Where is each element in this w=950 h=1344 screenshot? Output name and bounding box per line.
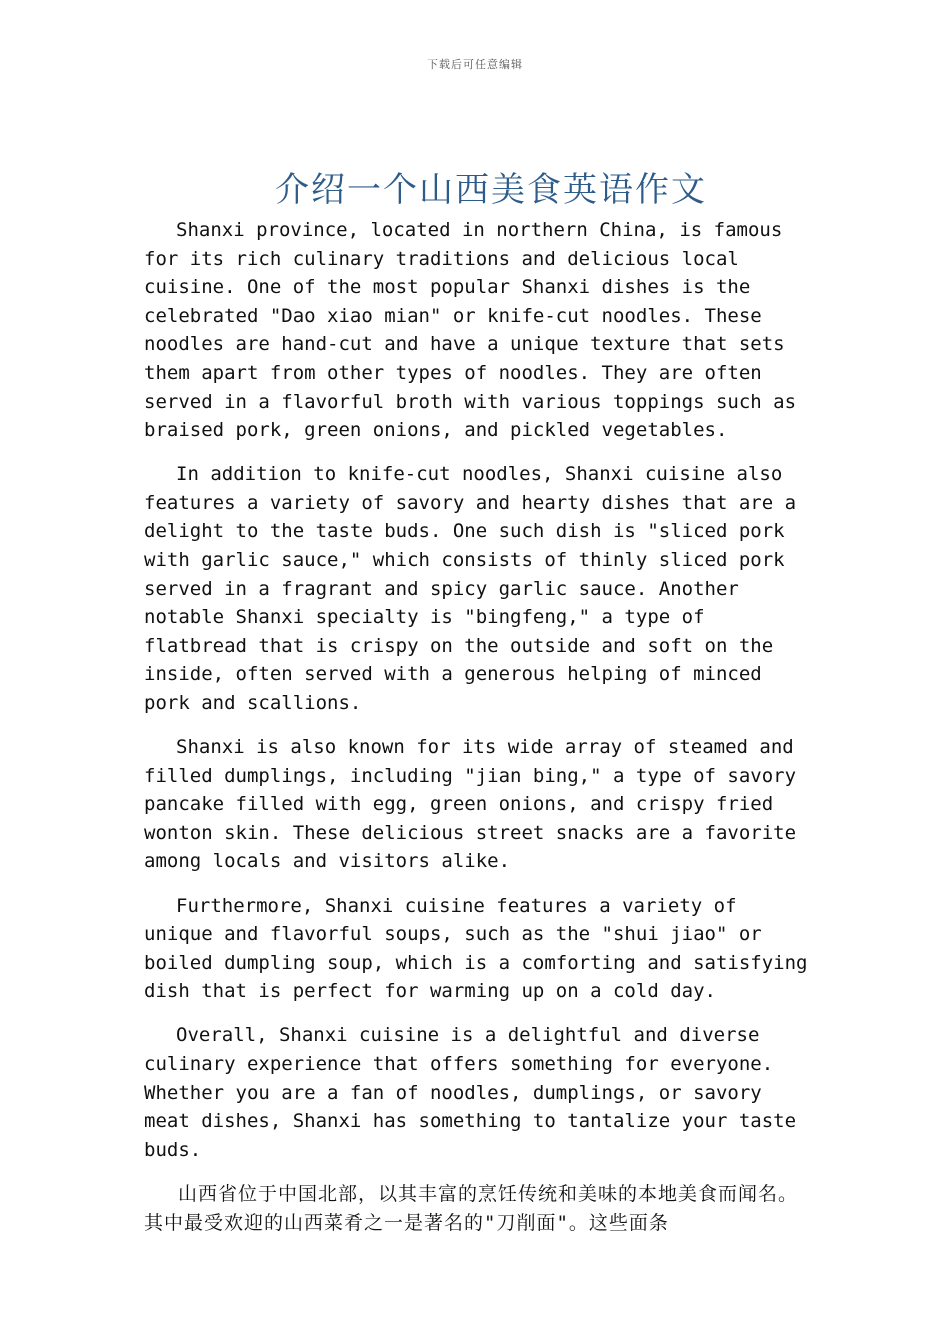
paragraph-2: In addition to knife-cut noodles, Shanxi cuisine also features a variety of savory and hearty dishes that are a delight to the taste buds. One such dish is "sliced pork with garlic sauce," which consists of thinly sliced pork served in a fragrant and spicy garlic sauce. Another notable Shanxi specialty is "bingfeng," a type of flatbread that is crispy on the outside and soft on the inside, often served with a generous helping of minced pork and scallions. xyxy=(144,463,797,714)
document-title: 介绍一个山西美食英语作文 xyxy=(275,170,707,210)
document-body xyxy=(144,216,810,1253)
header-note: 下载后可任意编辑 xyxy=(427,58,523,71)
paragraph-6-chinese: 山西省位于中国北部，以其丰富的烹饪传统和美味的本地美食而闻名。其中最受欢迎的山西菜肴之一是著名的"刀削面"。这些面条 xyxy=(144,1182,799,1234)
paragraph-1: Shanxi province, located in northern China, is famous for its rich culinary traditions and delicious local cuisine. One of the most popular Shanxi dishes is the celebrated "Dao xiao mian" or knife-cut noodles. These noodles are hand-cut and have a unique texture that sets them apart from other types of noodles. They are often served in a flavorful broth with various toppings such as braised pork, green onions, and pickled vegetables. xyxy=(144,219,797,442)
paragraph-5: Overall, Shanxi cuisine is a delightful and diverse culinary experience that offers something for everyone. Whether you are a fan of noodles, dumplings, or savory meat dishes, Shanxi has something to tantalize your taste buds. xyxy=(144,1024,797,1161)
paragraph-3: Shanxi is also known for its wide array of steamed and filled dumplings, including "jian bing," a type of savory pancake filled with egg, green onions, and crispy fried wonton skin. These delicious street snacks are a favorite among locals and visitors alike. xyxy=(144,736,797,873)
paragraph-4: Furthermore, Shanxi cuisine features a variety of unique and flavorful soups, such as the "shui jiao" or boiled dumpling soup, which is a comforting and satisfying dish that is perfect for warming up on a cold day. xyxy=(144,894,808,1003)
